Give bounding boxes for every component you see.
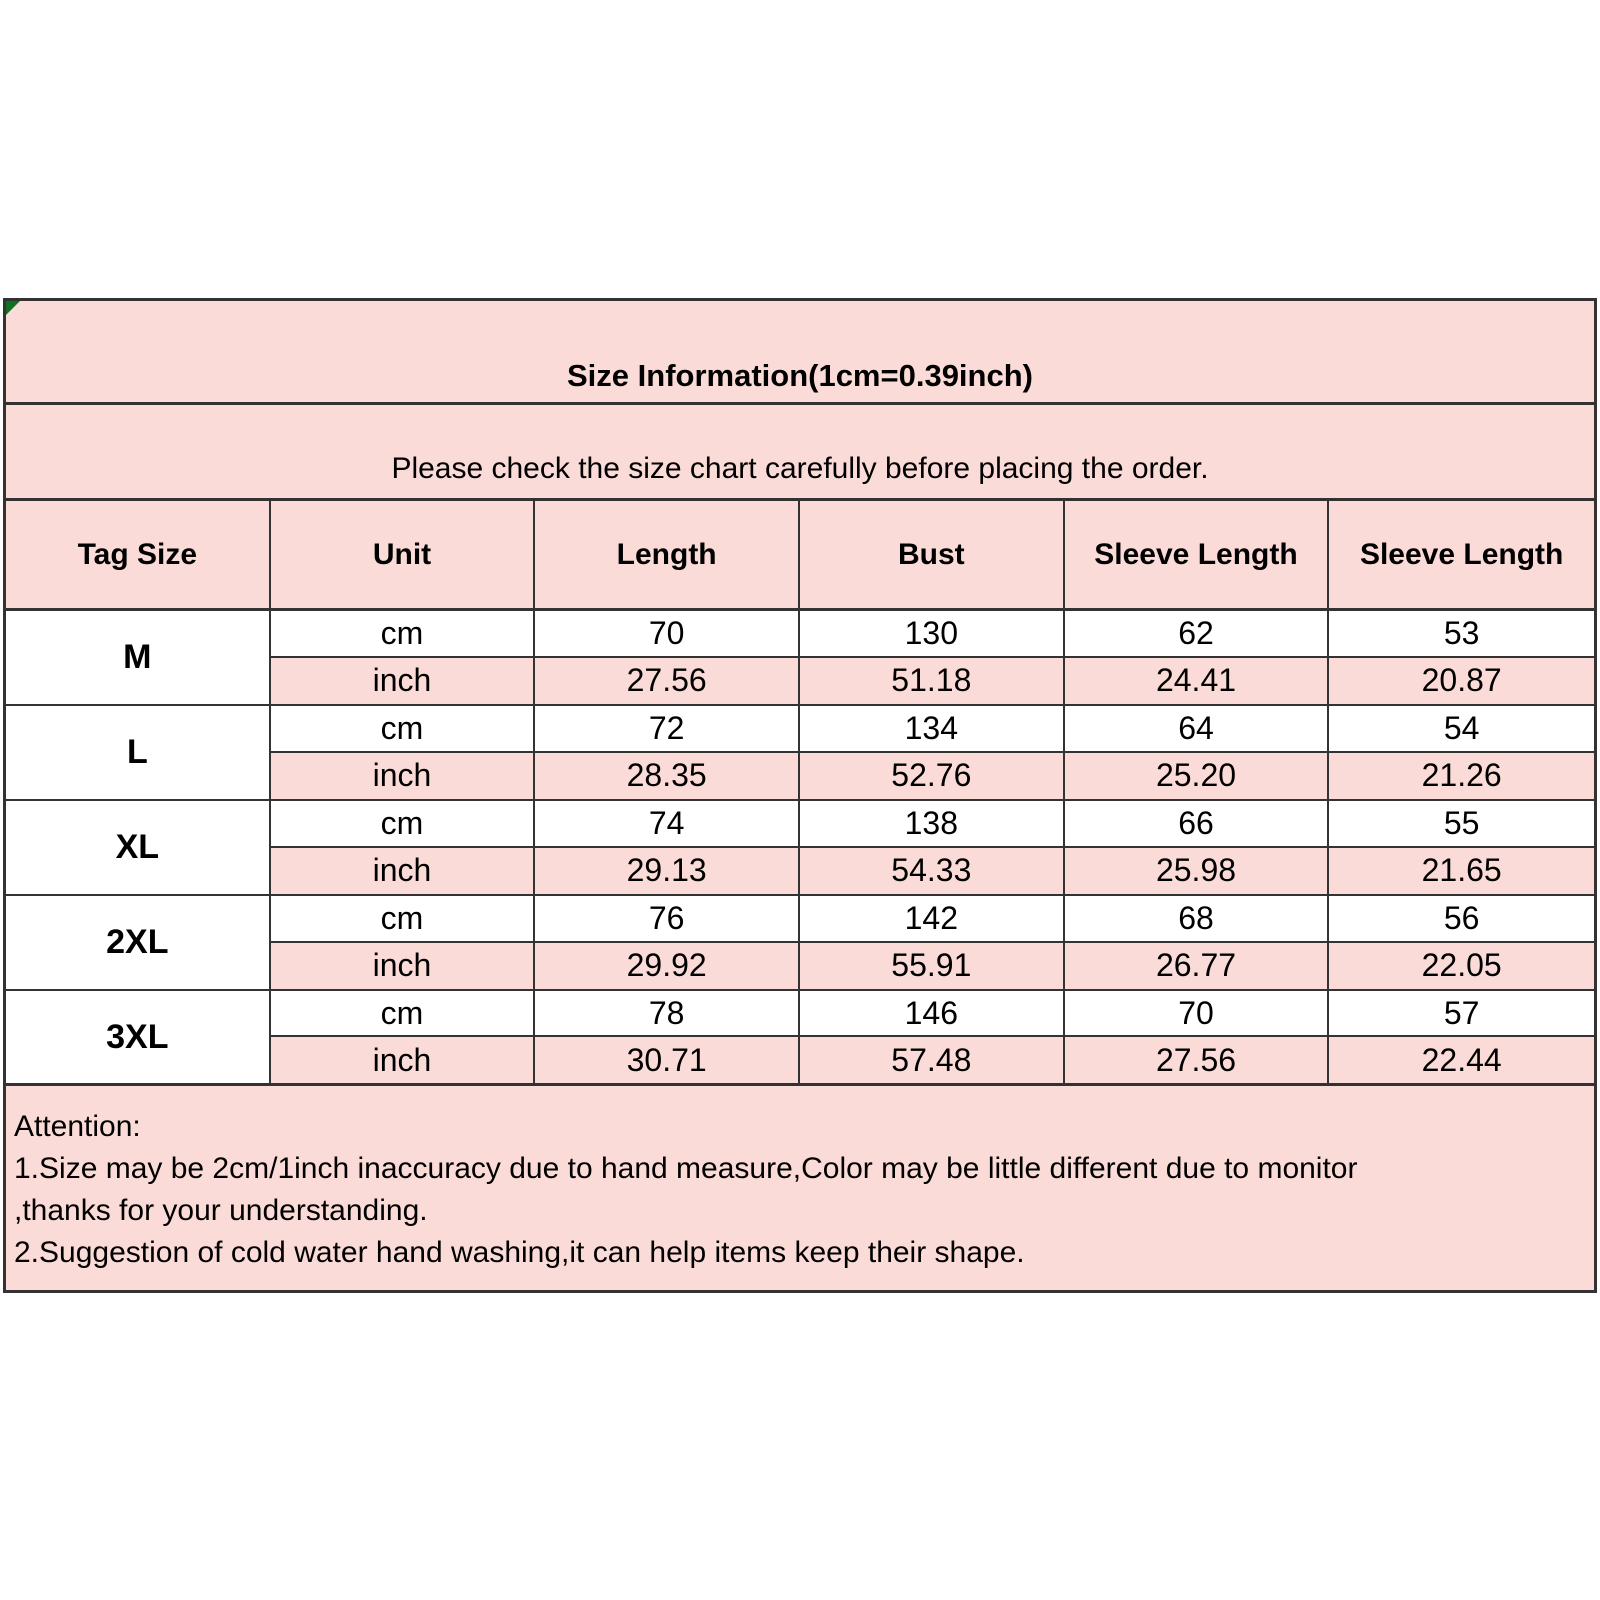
size-row-xl [6,801,1594,896]
tag-size-cell: M [6,611,271,704]
value-cell: 25.98 [1065,848,1330,895]
value-cell: 57.48 [800,1037,1065,1083]
subtitle-row [6,405,1594,501]
unit-cell: cm [271,706,536,753]
attention-line: 2.Suggestion of cold water hand washing,it can help items keep their shape. [14,1236,1025,1269]
table-title: Size Information(1cm=0.39inch) [567,358,1033,393]
value-cell: 25.20 [1065,753,1330,800]
value-cell: 55 [1329,801,1594,848]
header-row [6,501,1594,611]
value-cell: 56 [1329,896,1594,943]
value-cell: 138 [800,801,1065,848]
size-row-2xl [6,896,1594,991]
header-sleeve-length-2: Sleeve Length [1329,501,1594,608]
tag-size-cell: 2XL [6,896,271,989]
unit-cell: cm [271,896,536,943]
value-cell: 55.91 [800,943,1065,990]
value-cell: 53 [1329,611,1594,658]
unit-cell: inch [271,848,536,895]
table-subtitle: Please check the size chart carefully before placing the order. [391,452,1209,485]
header-unit: Unit [271,501,536,608]
value-cell: 62 [1065,611,1330,658]
unit-cell: inch [271,1037,536,1083]
value-cell: 21.65 [1329,848,1594,895]
title-row [6,301,1594,405]
value-cell: 21.26 [1329,753,1594,800]
header-tag-size: Tag Size [6,501,271,608]
value-cell: 64 [1065,706,1330,753]
unit-cell: cm [271,991,536,1037]
unit-cell: inch [271,753,536,800]
value-cell: 29.13 [535,848,800,895]
value-cell: 57 [1329,991,1594,1037]
value-cell: 22.44 [1329,1037,1594,1083]
value-cell: 142 [800,896,1065,943]
value-cell: 30.71 [535,1037,800,1083]
value-cell: 52.76 [800,753,1065,800]
value-cell: 76 [535,896,800,943]
unit-cell: inch [271,943,536,990]
unit-cell: cm [271,611,536,658]
attention-heading: Attention: [14,1110,141,1143]
attention-line: ,thanks for your understanding. [14,1194,428,1227]
value-cell: 27.56 [1065,1037,1330,1083]
tag-size-cell: 3XL [6,991,271,1083]
value-cell: 54 [1329,706,1594,753]
tag-size-cell: L [6,706,271,799]
value-cell: 51.18 [800,658,1065,705]
value-cell: 74 [535,801,800,848]
size-chart-table [3,298,1597,1293]
value-cell: 78 [535,991,800,1037]
value-cell: 66 [1065,801,1330,848]
value-cell: 134 [800,706,1065,753]
attention-line: 1.Size may be 2cm/1inch inaccuracy due to hand measure,Color may be little different due to monitor [14,1152,1358,1185]
value-cell: 22.05 [1329,943,1594,990]
value-cell: 70 [1065,991,1330,1037]
size-row-l [6,706,1594,801]
value-cell: 20.87 [1329,658,1594,705]
header-sleeve-length-1: Sleeve Length [1065,501,1330,608]
value-cell: 26.77 [1065,943,1330,990]
header-length: Length [535,501,800,608]
value-cell: 27.56 [535,658,800,705]
value-cell: 146 [800,991,1065,1037]
value-cell: 54.33 [800,848,1065,895]
header-bust: Bust [800,501,1065,608]
value-cell: 24.41 [1065,658,1330,705]
unit-cell: cm [271,801,536,848]
value-cell: 29.92 [535,943,800,990]
value-cell: 28.35 [535,753,800,800]
value-cell: 68 [1065,896,1330,943]
value-cell: 130 [800,611,1065,658]
value-cell: 70 [535,611,800,658]
attention-section [6,1086,1594,1290]
unit-cell: inch [271,658,536,705]
value-cell: 72 [535,706,800,753]
size-row-3xl [6,991,1594,1086]
size-row-m [6,611,1594,706]
corner-marker-icon [6,301,20,315]
tag-size-cell: XL [6,801,271,894]
